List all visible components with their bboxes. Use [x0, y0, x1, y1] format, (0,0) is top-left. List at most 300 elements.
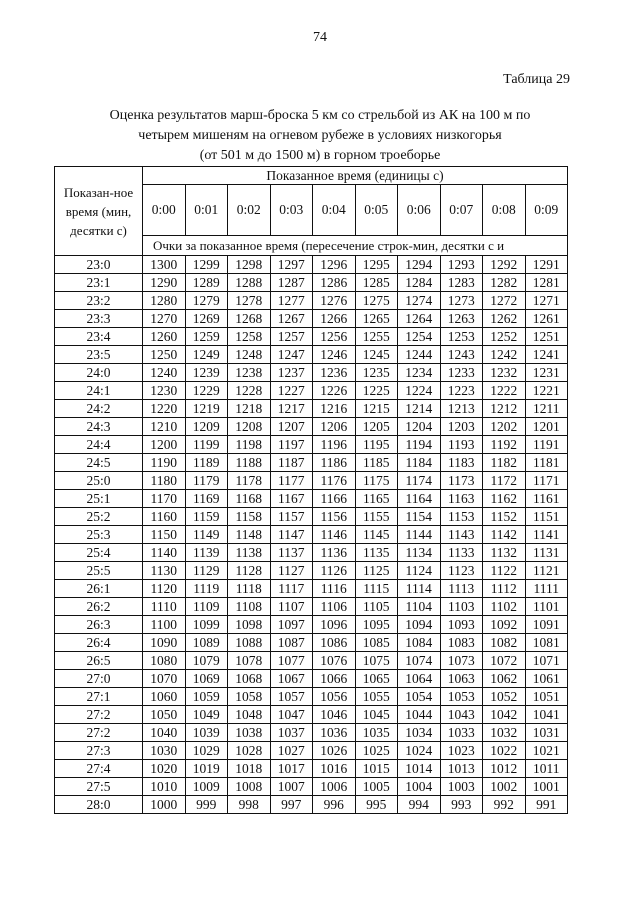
score-cell: 1240 [143, 364, 186, 382]
score-cell: 1047 [270, 706, 313, 724]
score-cell: 1297 [270, 256, 313, 274]
score-cell: 1208 [228, 418, 271, 436]
row-time-label: 23:0 [55, 256, 143, 274]
row-time-label: 25:2 [55, 508, 143, 526]
row-time-label: 23:4 [55, 328, 143, 346]
table-row [55, 400, 568, 418]
score-cell: 1022 [483, 742, 526, 760]
score-cell: 1143 [440, 526, 483, 544]
score-cell: 1020 [143, 760, 186, 778]
score-cell: 994 [398, 796, 441, 814]
score-cell: 1175 [355, 472, 398, 490]
table-row [55, 346, 568, 364]
score-cell: 1008 [228, 778, 271, 796]
score-cell: 1283 [440, 274, 483, 292]
table-row [55, 364, 568, 382]
score-cell: 1286 [313, 274, 356, 292]
score-cell: 1060 [143, 688, 186, 706]
score-cell: 1248 [228, 346, 271, 364]
score-cell: 1296 [313, 256, 356, 274]
score-cell: 1002 [483, 778, 526, 796]
score-cell: 1226 [313, 382, 356, 400]
score-cell: 1230 [143, 382, 186, 400]
score-cell: 1118 [228, 580, 271, 598]
score-cell: 1010 [143, 778, 186, 796]
row-time-label: 24:0 [55, 364, 143, 382]
score-cell: 1101 [525, 598, 568, 616]
score-cell: 1181 [525, 454, 568, 472]
row-time-label: 27:2 [55, 724, 143, 742]
score-cell: 1036 [313, 724, 356, 742]
score-cell: 1109 [185, 598, 228, 616]
row-time-label: 23:5 [55, 346, 143, 364]
score-cell: 1127 [270, 562, 313, 580]
score-cell: 1180 [143, 472, 186, 490]
table-row [55, 742, 568, 760]
score-cell: 1250 [143, 346, 186, 364]
score-cell: 1292 [483, 256, 526, 274]
score-cell: 1134 [398, 544, 441, 562]
score-cell: 1269 [185, 310, 228, 328]
score-cell: 1038 [228, 724, 271, 742]
score-cell: 1144 [398, 526, 441, 544]
score-cell: 1162 [483, 490, 526, 508]
table-row [55, 508, 568, 526]
table-row [55, 490, 568, 508]
table-row [55, 652, 568, 670]
score-cell: 1081 [525, 634, 568, 652]
row-time-label: 26:4 [55, 634, 143, 652]
score-cell: 1148 [228, 526, 271, 544]
score-cell: 1176 [313, 472, 356, 490]
score-cell: 1001 [525, 778, 568, 796]
score-cell: 1179 [185, 472, 228, 490]
score-cell: 1215 [355, 400, 398, 418]
score-cell: 1200 [143, 436, 186, 454]
score-cell: 1206 [313, 418, 356, 436]
score-cell: 1293 [440, 256, 483, 274]
score-cell: 1111 [525, 580, 568, 598]
score-cell: 1214 [398, 400, 441, 418]
score-cell: 1080 [143, 652, 186, 670]
score-cell: 1075 [355, 652, 398, 670]
score-cell: 1103 [440, 598, 483, 616]
score-cell: 1069 [185, 670, 228, 688]
score-cell: 1258 [228, 328, 271, 346]
score-cell: 1146 [313, 526, 356, 544]
score-cell: 1084 [398, 634, 441, 652]
score-cell: 1223 [440, 382, 483, 400]
score-cell: 1064 [398, 670, 441, 688]
score-cell: 1139 [185, 544, 228, 562]
score-cell: 1087 [270, 634, 313, 652]
score-cell: 1136 [313, 544, 356, 562]
score-cell: 1142 [483, 526, 526, 544]
score-cell: 1012 [483, 760, 526, 778]
table-row [55, 598, 568, 616]
score-cell: 1040 [143, 724, 186, 742]
score-cell: 1098 [228, 616, 271, 634]
table-row [55, 382, 568, 400]
score-cell: 1014 [398, 760, 441, 778]
score-cell: 1212 [483, 400, 526, 418]
score-cell: 1241 [525, 346, 568, 364]
score-cell: 1119 [185, 580, 228, 598]
score-cell: 1274 [398, 292, 441, 310]
score-cell: 1264 [398, 310, 441, 328]
score-cell: 1219 [185, 400, 228, 418]
score-cell: 1071 [525, 652, 568, 670]
score-cell: 1245 [355, 346, 398, 364]
score-cell: 1095 [355, 616, 398, 634]
score-cell: 1135 [355, 544, 398, 562]
score-cell: 1280 [143, 292, 186, 310]
score-cell: 1130 [143, 562, 186, 580]
score-cell: 999 [185, 796, 228, 814]
score-cell: 1252 [483, 328, 526, 346]
row-time-label: 26:2 [55, 598, 143, 616]
score-cell: 1028 [228, 742, 271, 760]
table-row [55, 616, 568, 634]
score-cell: 1132 [483, 544, 526, 562]
table-row [55, 796, 568, 814]
score-cell: 1000 [143, 796, 186, 814]
score-cell: 1149 [185, 526, 228, 544]
score-cell: 1195 [355, 436, 398, 454]
row-time-label: 27:1 [55, 688, 143, 706]
score-cell: 1201 [525, 418, 568, 436]
score-cell: 1062 [483, 670, 526, 688]
table-row [55, 760, 568, 778]
score-cell: 1072 [483, 652, 526, 670]
score-cell: 995 [355, 796, 398, 814]
score-cell: 1077 [270, 652, 313, 670]
score-cell: 1183 [440, 454, 483, 472]
score-cell: 1289 [185, 274, 228, 292]
score-cell: 1061 [525, 670, 568, 688]
score-cell: 1153 [440, 508, 483, 526]
row-time-label: 23:1 [55, 274, 143, 292]
score-cell: 1166 [313, 490, 356, 508]
score-cell: 1100 [143, 616, 186, 634]
score-cell: 1055 [355, 688, 398, 706]
score-cell: 1185 [355, 454, 398, 472]
score-cell: 1216 [313, 400, 356, 418]
column-header: 0:06 [398, 185, 441, 236]
score-cell: 1026 [313, 742, 356, 760]
score-cell: 993 [440, 796, 483, 814]
table-row [55, 778, 568, 796]
score-cell: 1099 [185, 616, 228, 634]
score-cell: 1259 [185, 328, 228, 346]
row-time-label: 24:5 [55, 454, 143, 472]
score-cell: 1161 [525, 490, 568, 508]
score-cell: 1004 [398, 778, 441, 796]
score-cell: 1096 [313, 616, 356, 634]
score-cell: 1168 [228, 490, 271, 508]
row-time-label: 25:5 [55, 562, 143, 580]
table-label: Таблица 29 [503, 72, 570, 87]
score-cell: 1033 [440, 724, 483, 742]
row-time-label: 25:4 [55, 544, 143, 562]
score-cell: 1164 [398, 490, 441, 508]
score-cell: 1278 [228, 292, 271, 310]
row-time-label: 26:3 [55, 616, 143, 634]
score-cell: 1192 [483, 436, 526, 454]
table-row [55, 634, 568, 652]
score-cell: 1147 [270, 526, 313, 544]
score-cell: 1287 [270, 274, 313, 292]
table-row [55, 328, 568, 346]
score-cell: 1145 [355, 526, 398, 544]
score-cell: 1030 [143, 742, 186, 760]
score-cell: 1070 [143, 670, 186, 688]
score-cell: 1050 [143, 706, 186, 724]
row-time-label: 24:3 [55, 418, 143, 436]
score-cell: 1282 [483, 274, 526, 292]
score-cell: 1177 [270, 472, 313, 490]
score-cell: 1083 [440, 634, 483, 652]
score-cell: 1295 [355, 256, 398, 274]
score-cell: 1273 [440, 292, 483, 310]
score-cell: 1059 [185, 688, 228, 706]
score-cell: 1094 [398, 616, 441, 634]
score-cell: 1167 [270, 490, 313, 508]
score-cell: 1054 [398, 688, 441, 706]
score-cell: 1123 [440, 562, 483, 580]
score-cell: 1204 [398, 418, 441, 436]
score-cell: 1227 [270, 382, 313, 400]
score-cell: 1182 [483, 454, 526, 472]
column-header: 0:02 [228, 185, 271, 236]
score-cell: 1272 [483, 292, 526, 310]
score-cell: 1232 [483, 364, 526, 382]
score-cell: 1275 [355, 292, 398, 310]
table-title [40, 106, 600, 166]
score-cell: 1263 [440, 310, 483, 328]
table-row [55, 472, 568, 490]
table-row [55, 292, 568, 310]
score-cell: 991 [525, 796, 568, 814]
score-cell: 1291 [525, 256, 568, 274]
score-cell: 1063 [440, 670, 483, 688]
table-row [55, 436, 568, 454]
score-cell: 1019 [185, 760, 228, 778]
score-cell: 992 [483, 796, 526, 814]
score-cell: 1031 [525, 724, 568, 742]
score-cell: 1051 [525, 688, 568, 706]
score-cell: 1160 [143, 508, 186, 526]
score-cell: 1131 [525, 544, 568, 562]
score-cell: 1163 [440, 490, 483, 508]
score-cell: 1256 [313, 328, 356, 346]
score-cell: 1253 [440, 328, 483, 346]
score-cell: 1187 [270, 454, 313, 472]
row-time-label: 24:1 [55, 382, 143, 400]
score-cell: 1165 [355, 490, 398, 508]
score-cell: 1089 [185, 634, 228, 652]
score-cell: 1229 [185, 382, 228, 400]
score-cell: 1238 [228, 364, 271, 382]
score-cell: 1122 [483, 562, 526, 580]
score-cell: 998 [228, 796, 271, 814]
score-cell: 1052 [483, 688, 526, 706]
score-cell: 1199 [185, 436, 228, 454]
score-cell: 1039 [185, 724, 228, 742]
score-cell: 1085 [355, 634, 398, 652]
score-cell: 1007 [270, 778, 313, 796]
score-cell: 1006 [313, 778, 356, 796]
score-cell: 1157 [270, 508, 313, 526]
row-time-label: 27:0 [55, 670, 143, 688]
score-cell: 1246 [313, 346, 356, 364]
score-cell: 1299 [185, 256, 228, 274]
table-row [55, 256, 568, 274]
score-cell: 1156 [313, 508, 356, 526]
score-cell: 1186 [313, 454, 356, 472]
score-cell: 1169 [185, 490, 228, 508]
score-cell: 1218 [228, 400, 271, 418]
score-cell: 1097 [270, 616, 313, 634]
score-cell: 1288 [228, 274, 271, 292]
score-cell: 1300 [143, 256, 186, 274]
score-cell: 1125 [355, 562, 398, 580]
score-cell: 1205 [355, 418, 398, 436]
row-time-label: 23:3 [55, 310, 143, 328]
score-cell: 1005 [355, 778, 398, 796]
score-cell: 1271 [525, 292, 568, 310]
results-table [54, 166, 568, 814]
table-row [55, 688, 568, 706]
score-cell: 1262 [483, 310, 526, 328]
score-cell: 1191 [525, 436, 568, 454]
score-cell: 1116 [313, 580, 356, 598]
row-time-label: 27:5 [55, 778, 143, 796]
score-cell: 1203 [440, 418, 483, 436]
score-cell: 1091 [525, 616, 568, 634]
score-cell: 1003 [440, 778, 483, 796]
score-cell: 1154 [398, 508, 441, 526]
score-cell: 1106 [313, 598, 356, 616]
score-cell: 1188 [228, 454, 271, 472]
score-cell: 1076 [313, 652, 356, 670]
score-cell: 1129 [185, 562, 228, 580]
score-cell: 1037 [270, 724, 313, 742]
score-cell: 1056 [313, 688, 356, 706]
score-cell: 1277 [270, 292, 313, 310]
score-cell: 1178 [228, 472, 271, 490]
score-cell: 1112 [483, 580, 526, 598]
score-cell: 1073 [440, 652, 483, 670]
score-cell: 1013 [440, 760, 483, 778]
table-row [55, 706, 568, 724]
score-cell: 1193 [440, 436, 483, 454]
score-cell: 1029 [185, 742, 228, 760]
score-cell: 1170 [143, 490, 186, 508]
score-cell: 1141 [525, 526, 568, 544]
score-cell: 1113 [440, 580, 483, 598]
score-cell: 1243 [440, 346, 483, 364]
score-cell: 1045 [355, 706, 398, 724]
score-cell: 1281 [525, 274, 568, 292]
score-cell: 1041 [525, 706, 568, 724]
score-cell: 1021 [525, 742, 568, 760]
score-cell: 1104 [398, 598, 441, 616]
score-cell: 1233 [440, 364, 483, 382]
score-cell: 1298 [228, 256, 271, 274]
score-cell: 1210 [143, 418, 186, 436]
table-row [55, 724, 568, 742]
table-row [55, 274, 568, 292]
row-time-label: 28:0 [55, 796, 143, 814]
score-cell: 1261 [525, 310, 568, 328]
score-cell: 1048 [228, 706, 271, 724]
table-row [55, 526, 568, 544]
score-cell: 1184 [398, 454, 441, 472]
row-time-label: 24:4 [55, 436, 143, 454]
score-cell: 1057 [270, 688, 313, 706]
score-cell: 1209 [185, 418, 228, 436]
score-cell: 1255 [355, 328, 398, 346]
score-cell: 1078 [228, 652, 271, 670]
points-header: Очки за показанное время (пересечение строк-мин, десятки с и [143, 236, 568, 256]
column-header: 0:04 [313, 185, 356, 236]
score-cell: 1198 [228, 436, 271, 454]
score-cell: 1067 [270, 670, 313, 688]
score-cell: 1221 [525, 382, 568, 400]
score-cell: 1015 [355, 760, 398, 778]
score-cell: 1242 [483, 346, 526, 364]
score-cell: 1121 [525, 562, 568, 580]
score-cell: 1088 [228, 634, 271, 652]
score-cell: 1174 [398, 472, 441, 490]
score-cell: 1009 [185, 778, 228, 796]
score-cell: 1017 [270, 760, 313, 778]
score-cell: 1114 [398, 580, 441, 598]
column-header: 0:08 [483, 185, 526, 236]
score-cell: 1213 [440, 400, 483, 418]
score-cell: 1151 [525, 508, 568, 526]
score-cell: 1220 [143, 400, 186, 418]
score-cell: 1074 [398, 652, 441, 670]
score-cell: 1138 [228, 544, 271, 562]
score-cell: 1249 [185, 346, 228, 364]
time-units-header: Показанное время (единицы с) [143, 167, 568, 185]
table-row [55, 670, 568, 688]
score-cell: 1105 [355, 598, 398, 616]
table-row [55, 454, 568, 472]
score-cell: 1266 [313, 310, 356, 328]
column-header: 0:03 [270, 185, 313, 236]
score-cell: 1082 [483, 634, 526, 652]
row-time-label: 27:3 [55, 742, 143, 760]
row-time-label: 27:4 [55, 760, 143, 778]
score-cell: 1234 [398, 364, 441, 382]
table-body [55, 256, 568, 814]
score-cell: 1128 [228, 562, 271, 580]
score-cell: 1150 [143, 526, 186, 544]
score-cell: 1284 [398, 274, 441, 292]
title-line: Оценка результатов марш-броска 5 км со стрельбой из АК на 100 м по [109, 108, 531, 123]
score-cell: 1294 [398, 256, 441, 274]
row-time-label: 25:1 [55, 490, 143, 508]
score-cell: 1231 [525, 364, 568, 382]
score-cell: 1046 [313, 706, 356, 724]
row-time-label: 27:2 [55, 706, 143, 724]
score-cell: 1202 [483, 418, 526, 436]
score-cell: 996 [313, 796, 356, 814]
score-cell: 1228 [228, 382, 271, 400]
